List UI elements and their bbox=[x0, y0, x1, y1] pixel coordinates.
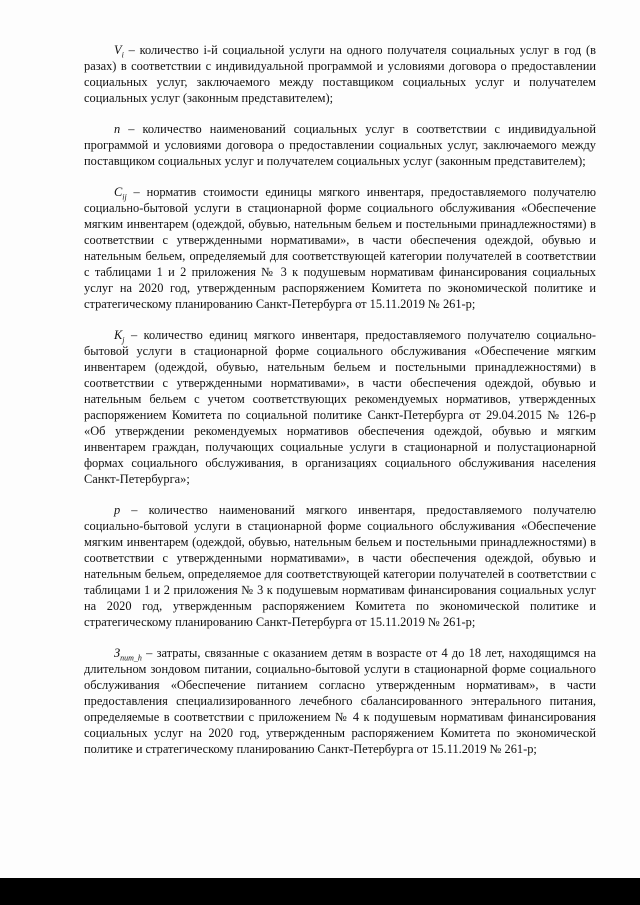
variable-symbol bbox=[114, 646, 142, 663]
definition-text: – количество единиц мягкого инвентаря, предоставляемого получателю социально-бытовой услуги в стационарной форме социального обслуживания «Обеспечение мягким инвентарем (одеждой, обувью, нательным бельем и постельными принадлежностями) в соответствии с утвержденными нормативами», в части обеспечения одеждой, обувью и нательным бельем с учетом соответствующих рекомендуемых нормативов, утвержденных распоряжением Комитета по социальной политике Санкт-Петербурга от 29.04.2015 № 126-р «Об утверждении рекомендуемых нормативов обеспечения одеждой, обувью и мягким инвентарем граждан, получающих социальные услуги в стационарной и полустационарной формах социального обслуживания, в организациях социального обслуживания населения Санкт-Петербурга»; bbox=[84, 328, 596, 486]
variable-main: p bbox=[114, 503, 121, 517]
variable-main: C bbox=[114, 185, 123, 199]
definition-paragraph-vi bbox=[84, 42, 596, 106]
variable-subscript: пит_h bbox=[120, 653, 142, 663]
definition-paragraph-n bbox=[84, 121, 596, 169]
variable-subscript: j bbox=[122, 335, 125, 345]
variable-subscript: i bbox=[121, 50, 124, 60]
definition-paragraph-cij bbox=[84, 184, 596, 312]
definition-text: – количество наименований мягкого инвентаря, предоставляемого получателю социально-бытовой услуги в стационарной форме социального обслуживания «Обеспечение мягким инвентарем (одеждой, обувью, нательным бельем и постельными принадлежностями) в соответствии с утвержденными нормативами», в части обеспечения одеждой, обувью и нательным бельем, определяемое для соответствующей категории получателей в соответствии с таблицами 1 и 2 приложения № 3 к подушевым нормативам финансирования социальных услуг на 2020 год, утвержденным распоряжением Комитета по экономической политике и стратегическому планированию Санкт-Петербурга от 15.11.2019 № 261-р; bbox=[84, 503, 596, 629]
variable-main: З bbox=[114, 646, 121, 660]
definition-text: – затраты, связанные с оказанием детям в возрасте от 4 до 18 лет, находящимся на длительном зондовом питании, социально-бытовой услуги в стационарной форме социального обслуживания «Обеспечение питанием согласно утвержденным нормативам», в части предоставления специализированного лечебного сбалансированного энтерального питания, определяемые в соответствии с приложением № 4 к подушевым нормативам финансирования социальных услуг на 2020 год, утвержденным распоряжением Комитета по экономической политике и стратегическому планированию Санкт-Петербурга от 15.11.2019 № 261-р; bbox=[84, 646, 596, 756]
definition-paragraph-zpit bbox=[84, 645, 596, 757]
variable-symbol bbox=[114, 328, 125, 345]
definition-text: – норматив стоимости единицы мягкого инвентаря, предоставляемого получателю социально-бытовой услуги в стационарной форме социального обслуживания «Обеспечение мягким инвентарем (одеждой, обувью, нательным бельем и постельными принадлежностями) в соответствии с утвержденными нормативами», в части обеспечения одеждой, обувью и нательным бельем, определяемый для соответствующей категории получателей в соответствии с таблицами 1 и 2 приложения № 3 к подушевым нормативам финансирования социальных услуг на 2020 год, утвержденным распоряжением Комитета по экономической политике и стратегическому планированию Санкт-Петербурга от 15.11.2019 № 261-р; bbox=[84, 185, 596, 311]
definition-text: – количество наименований социальных услуг в соответствии с индивидуальной программой и условиями договора о предоставлении социальных услуг, заключаемого между поставщиком социальных услуг и получателем социальных услуг (законным представителем); bbox=[84, 122, 596, 168]
definition-text: – количество i-й социальной услуги на одного получателя социальных услуг в год (в разах) в соответствии с индивидуальной программой и условиями договора о предоставлении социальных услуг, заключаемого между поставщиком социальных услуг и получателем социальных услуг (законным представителем); bbox=[84, 43, 596, 105]
variable-main: K bbox=[114, 328, 123, 342]
variable-subscript: ij bbox=[122, 192, 127, 202]
variable-main: V bbox=[114, 43, 122, 57]
definition-paragraph-kj bbox=[84, 327, 596, 487]
variable-main: n bbox=[114, 122, 121, 136]
document-body bbox=[84, 42, 596, 772]
scan-border-bar bbox=[0, 878, 640, 905]
variable-symbol bbox=[114, 185, 127, 202]
variable-symbol bbox=[114, 43, 124, 60]
definition-paragraph-p bbox=[84, 502, 596, 630]
